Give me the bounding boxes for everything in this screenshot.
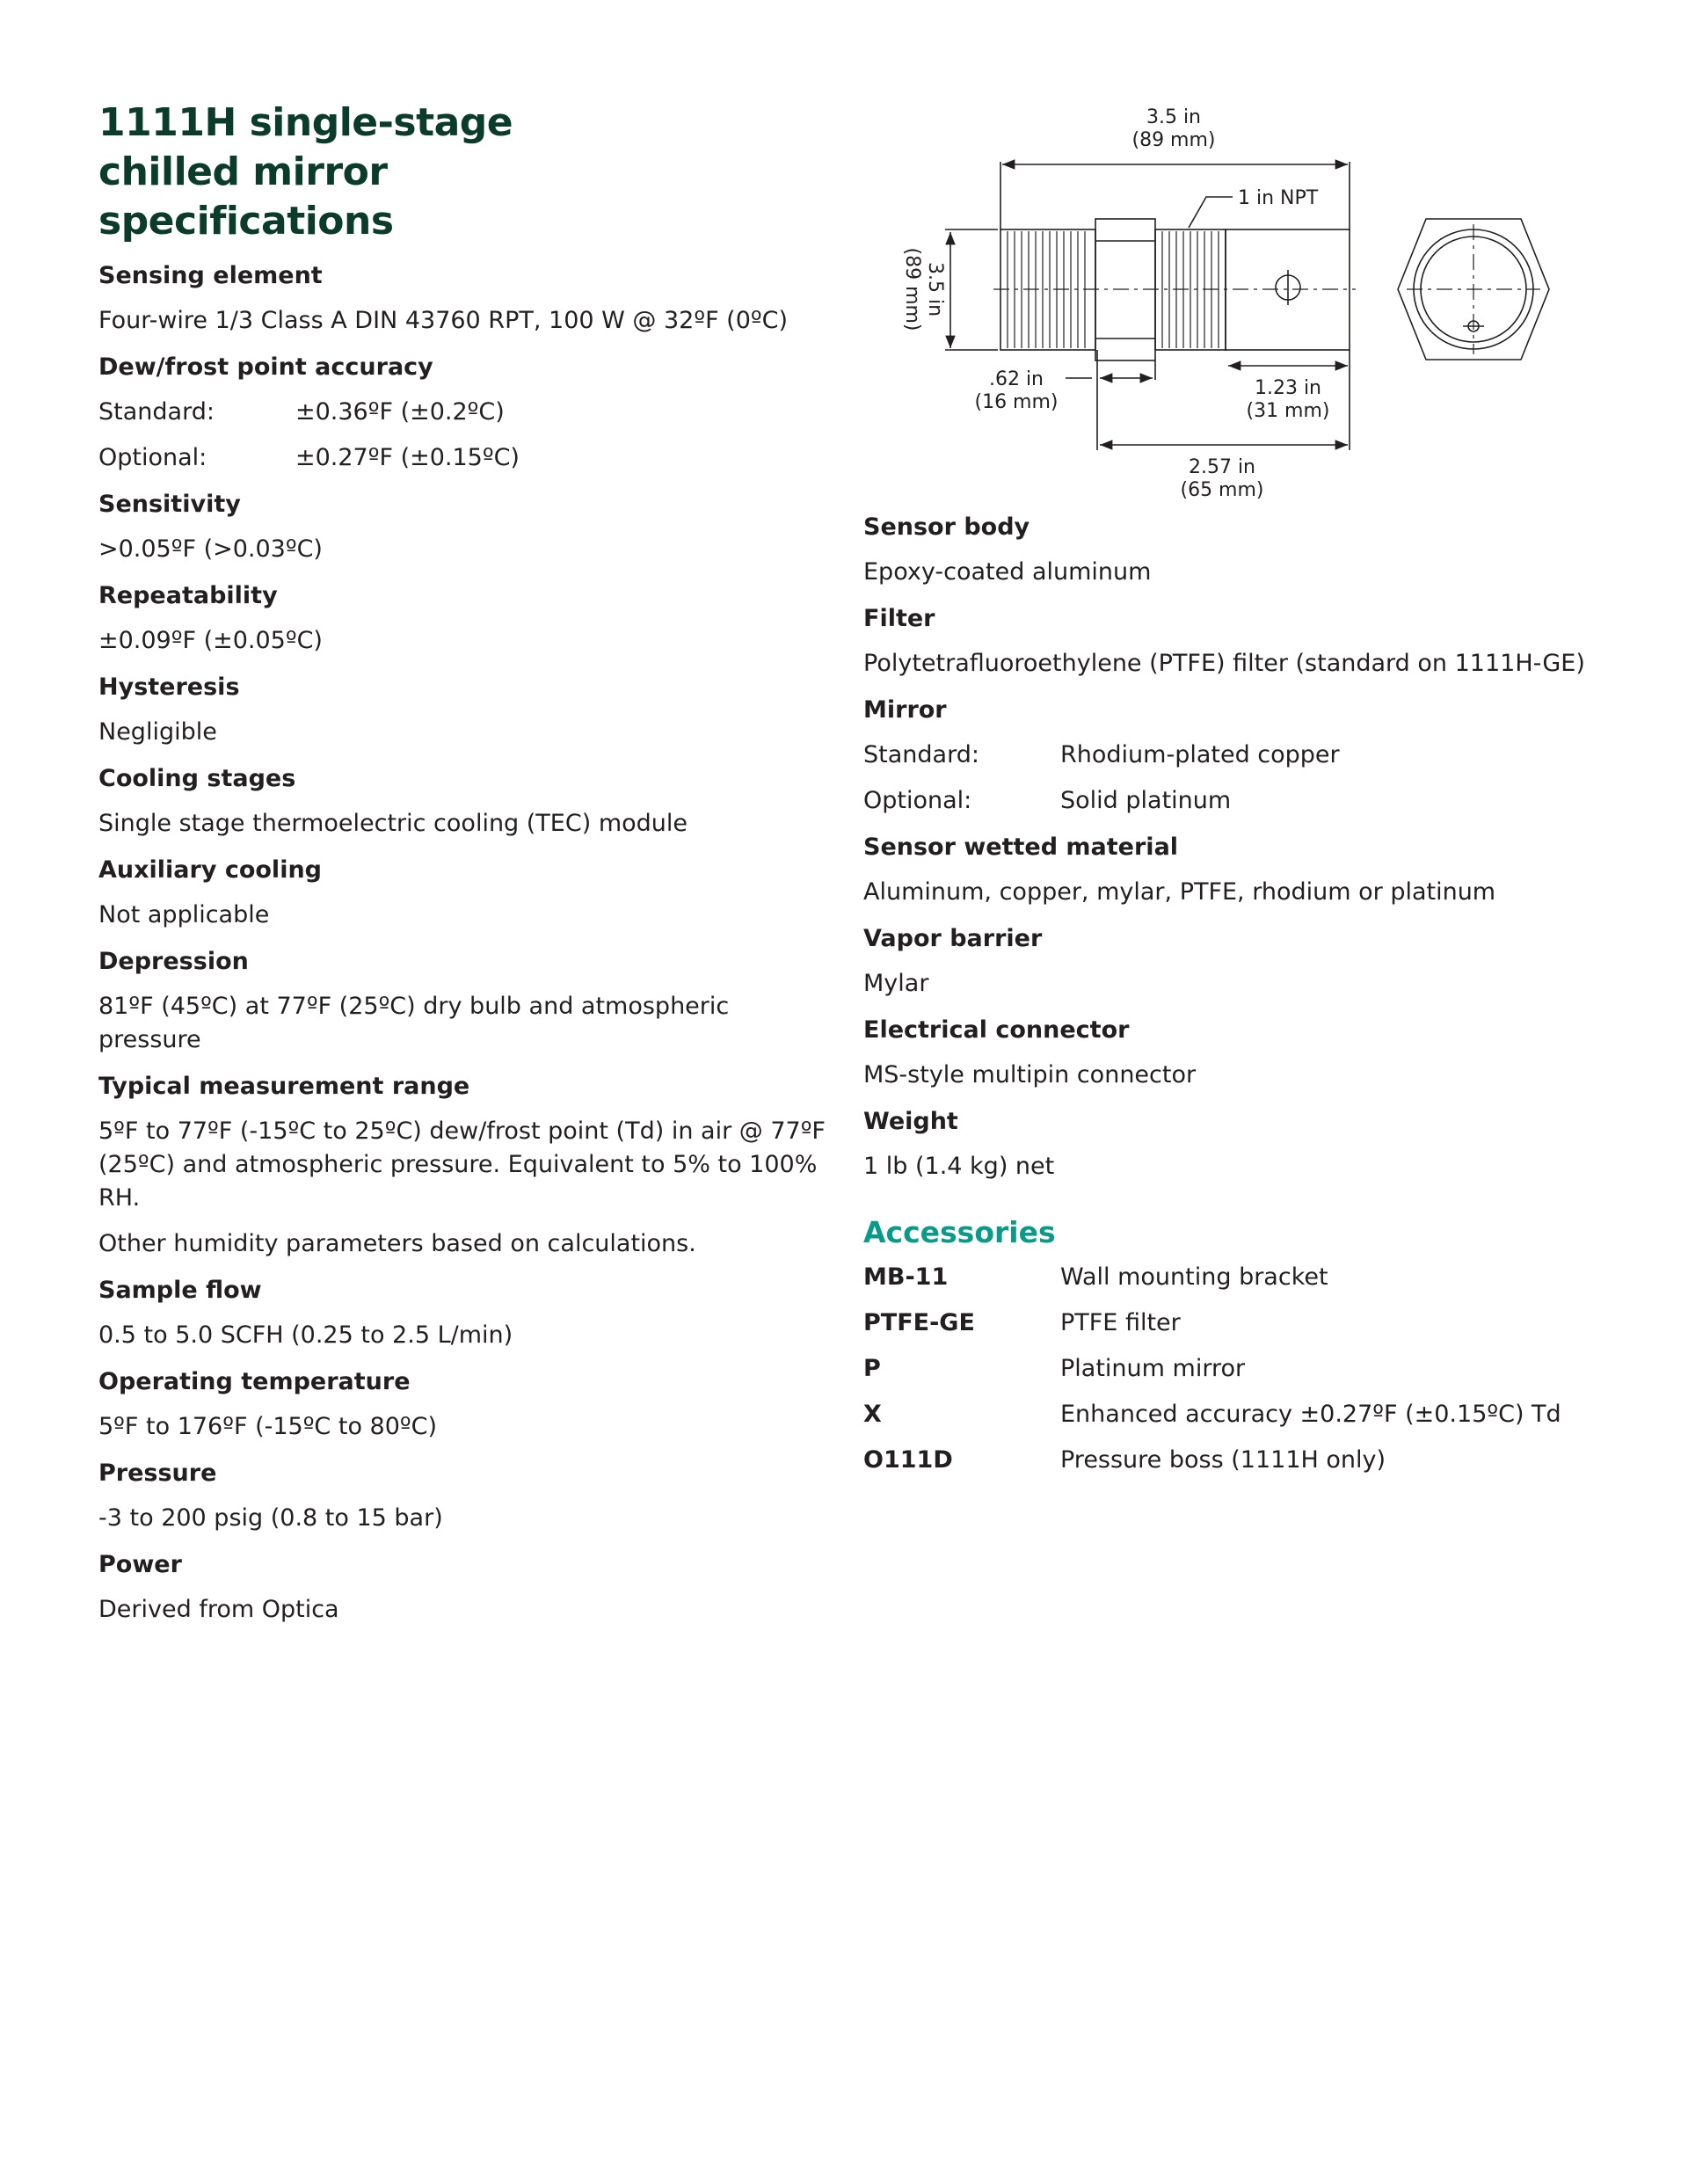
accessory-code: PTFE-GE — [863, 1309, 975, 1336]
accessory-code: MB-11 — [863, 1263, 949, 1291]
spec-label: Depression — [98, 948, 249, 975]
mirror-standard-row — [863, 739, 1602, 772]
accessory-row — [863, 1398, 1602, 1431]
spec-operating-temperature — [98, 1365, 828, 1444]
spec-label: Sensor body — [863, 513, 1030, 541]
spec-value: Single stage thermoelectric cooling (TEC) module — [98, 810, 688, 837]
spec-pressure — [98, 1456, 828, 1535]
left-column — [98, 98, 828, 1639]
spec-label: Auxiliary cooling — [98, 856, 322, 884]
dim-side-line2: (89 mm) — [901, 247, 923, 331]
spec-label: Sensitivity — [98, 491, 241, 518]
dim-top-line1: 3.5 in — [1146, 106, 1202, 128]
dim-62-line1: .62 in — [988, 368, 1044, 390]
spec-label: Sample flow — [98, 1277, 262, 1304]
accessory-row — [863, 1261, 1602, 1294]
accessory-row — [863, 1307, 1602, 1340]
spec-sensing-element — [98, 258, 828, 338]
pair-key: Standard: — [98, 398, 215, 426]
accessory-desc: Wall mounting bracket — [1060, 1263, 1328, 1291]
pair-value: Solid platinum — [1060, 787, 1232, 814]
accessory-row — [863, 1352, 1602, 1386]
spec-value: 81ºF (45ºC) at 77ºF (25ºC) dry bulb and atmospheric pressure — [98, 993, 730, 1053]
spec-label: Dew/frost point accuracy — [98, 353, 433, 381]
spec-label: Cooling stages — [98, 765, 296, 792]
dim-257-line1: 2.57 in — [1188, 456, 1256, 478]
pair-key: Optional: — [863, 787, 972, 814]
spec-label: Weight — [863, 1108, 958, 1135]
spec-value: 0.5 to 5.0 SCFH (0.25 to 2.5 L/min) — [98, 1321, 513, 1349]
mirror-optional-row — [863, 784, 1602, 818]
spec-measurement-range — [98, 1069, 828, 1261]
spec-value: 5ºF to 176ºF (-15ºC to 80ºC) — [98, 1413, 438, 1440]
accessory-code: P — [863, 1355, 881, 1382]
spec-label: Sensor wetted material — [863, 834, 1179, 861]
spec-label: Typical measurement range — [98, 1073, 470, 1100]
spec-label: Operating temperature — [98, 1368, 411, 1395]
spec-value: 1 lb (1.4 kg) net — [863, 1153, 1055, 1180]
spec-value: Derived from Optica — [98, 1596, 339, 1623]
right-column — [863, 510, 1602, 1489]
dim-side-line1: 3.5 in — [924, 261, 946, 317]
dim-257-line2: (65 mm) — [1180, 479, 1264, 501]
spec-value: -3 to 200 psig (0.8 to 15 bar) — [98, 1504, 443, 1532]
spec-label: Mirror — [863, 696, 947, 724]
spec-value: Polytetrafluoroethylene (PTFE) filter (standard on 1111H-GE) — [863, 650, 1585, 677]
pair-value: ±0.36ºF (±0.2ºC) — [295, 398, 505, 426]
accuracy-standard-row — [98, 396, 828, 429]
spec-auxiliary-cooling — [98, 853, 828, 932]
accessory-row — [863, 1444, 1602, 1477]
spec-vapor-barrier — [863, 921, 1602, 1001]
spec-label: Electrical connector — [863, 1016, 1130, 1044]
spec-value: >0.05ºF (>0.03ºC) — [98, 535, 323, 563]
spec-label: Vapor barrier — [863, 925, 1043, 952]
accessory-desc: PTFE filter — [1060, 1309, 1181, 1336]
accessory-desc: Platinum mirror — [1060, 1355, 1246, 1382]
spec-value: Not applicable — [98, 901, 270, 928]
spec-wetted-material — [863, 830, 1602, 909]
spec-label: Sensing element — [98, 262, 323, 289]
spec-repeatability — [98, 579, 828, 658]
spec-sensor-body — [863, 510, 1602, 589]
pair-key: Standard: — [863, 741, 979, 768]
spec-weight — [863, 1104, 1602, 1183]
spec-value: Four-wire 1/3 Class A DIN 43760 RPT, 100 W @ 32ºF (0ºC) — [98, 307, 789, 334]
accessory-desc: Enhanced accuracy ±0.27ºF (±0.15ºC) Td — [1060, 1401, 1561, 1428]
accessory-code: O111D — [863, 1446, 953, 1474]
page-title: 1111H single-stage chilled mirror specifications — [98, 100, 513, 244]
spec-value: ±0.09ºF (±0.05ºC) — [98, 627, 323, 654]
spec-depression — [98, 944, 828, 1057]
dim-top-line2: (89 mm) — [1131, 129, 1216, 151]
dim-123-line1: 1.23 in — [1254, 377, 1322, 399]
spec-value: Mylar — [863, 970, 929, 997]
dim-62-line2: (16 mm) — [974, 391, 1059, 413]
accessory-code: X — [863, 1401, 882, 1428]
spec-value: Aluminum, copper, mylar, PTFE, rhodium or platinum — [863, 878, 1496, 906]
dim-123-line2: (31 mm) — [1246, 400, 1330, 422]
spec-sample-flow — [98, 1273, 828, 1352]
spec-power — [98, 1547, 828, 1627]
npt-label: 1 in NPT — [1238, 187, 1319, 209]
pair-value: Rhodium-plated copper — [1060, 741, 1340, 768]
spec-filter — [863, 601, 1602, 681]
spec-sensitivity — [98, 487, 828, 566]
spec-cooling-stages — [98, 761, 828, 841]
spec-electrical-connector — [863, 1013, 1602, 1092]
spec-mirror — [863, 693, 1602, 818]
spec-label: Power — [98, 1551, 182, 1578]
spec-hysteresis — [98, 670, 828, 749]
spec-value: Negligible — [98, 718, 217, 746]
spec-value: Epoxy-coated aluminum — [863, 558, 1152, 586]
accessories-heading: Accessories — [863, 1215, 1056, 1249]
spec-accuracy — [98, 350, 828, 475]
spec-note: Other humidity parameters based on calculations. — [98, 1230, 696, 1257]
dimension-drawing — [870, 98, 1574, 512]
spec-value: MS-style multipin connector — [863, 1061, 1197, 1088]
spec-value: 5ºF to 77ºF (-15ºC to 25ºC) dew/frost point (Td) in air @ 77ºF (25ºC) and atmospheric pressure. Equivalent to 5% to 100% RH. — [98, 1117, 826, 1212]
pair-key: Optional: — [98, 444, 207, 471]
pair-value: ±0.27ºF (±0.15ºC) — [295, 444, 520, 471]
accuracy-optional-row — [98, 441, 828, 475]
spec-label: Hysteresis — [98, 673, 240, 701]
spec-label: Pressure — [98, 1460, 217, 1487]
accessory-desc: Pressure boss (1111H only) — [1060, 1446, 1386, 1474]
spec-label: Repeatability — [98, 582, 278, 609]
spec-label: Filter — [863, 605, 935, 632]
